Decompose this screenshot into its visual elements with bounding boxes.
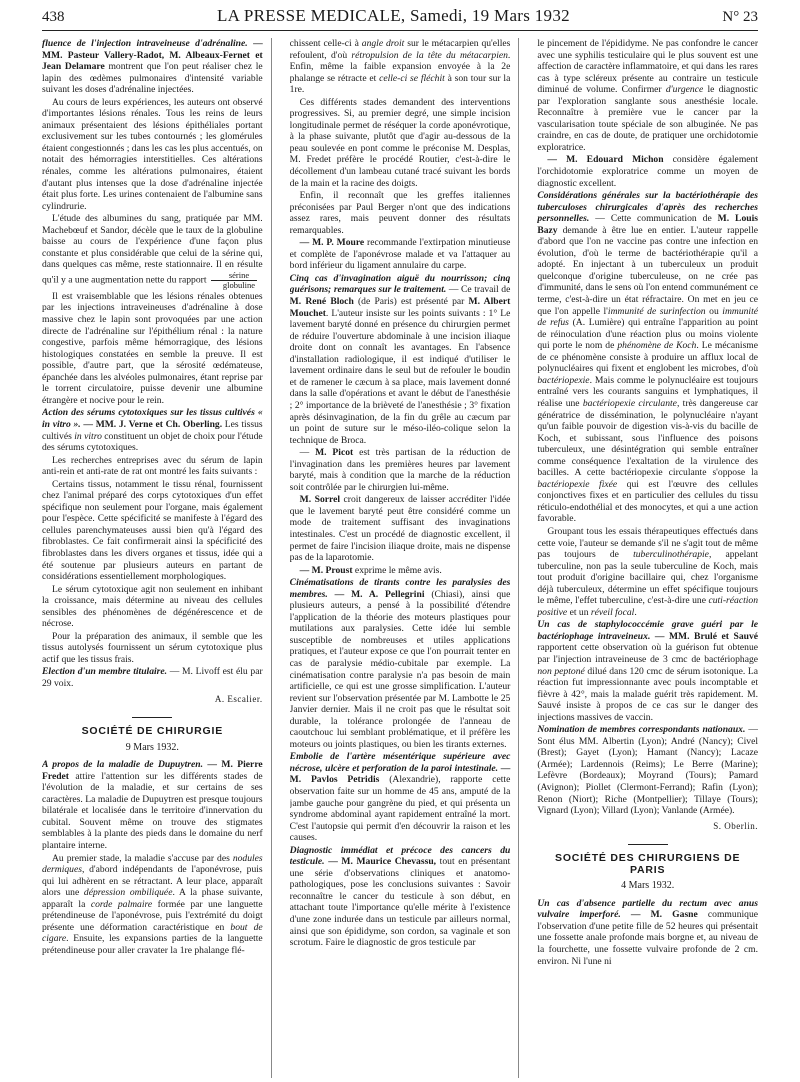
text: à son tour sur la 1re. <box>289 72 511 96</box>
text-italic: in vitro <box>74 430 102 442</box>
paragraph <box>290 38 511 96</box>
section-title: SOCIÉTÉ DES CHIRURGIENS DE PARIS <box>555 852 741 876</box>
authors: — M. Pierre Fredet <box>42 759 263 782</box>
paragraph: Il est vraisemblable que les lésions rénales obtenues par les injections intraveineuses d'adrénaline à dose massive chez le lapin sont provoquées par une action directe de l'adrénaline sur l'épithélium rénal : la nature congestive, parfois même hémorragique, des lésions histologiques constatées en semble la preuve. Il est possible, d'autre part, que la sérosité œdémateuse, épanchée dans les alvéoles pulmonaires, étant reprise par le torrent circulatoire, puisse devenir une albumine étrangère et nocive pour le rein. <box>42 290 263 406</box>
text-italic: bactériopexie fixée <box>537 478 618 490</box>
fraction-denominator: globuline <box>222 279 256 290</box>
text-italic: nodules dermiques <box>42 852 263 876</box>
text: Groupant tous les essais thérapeutiques effectués dans cette voie, l'auteur se demande s'il ne s'agit tout de même pas toujours de <box>537 525 759 561</box>
authors: — MM. J. Verne et Ch. Oberling. <box>83 418 223 430</box>
text: (A. Lumière) qui entraîne l'apparition au point de réinoculation d'une réaction plus ou moins violente qui porte le nom de <box>537 317 759 352</box>
text: . Le mécanisme de ce phénomène consiste à produire un afflux local de polynucléaires qui fixent et englobent les microbes, d'où <box>537 340 759 375</box>
column-1 <box>42 38 272 1078</box>
text: . Ensuite, les expansions parties de la languette prétendineuse pour aller cravater la 1re phalange flé- <box>42 933 263 956</box>
text: constituent un objet de choix pour l'étude des sérums cytotoxiques. <box>42 430 263 454</box>
text-italic: tuberculinothérapie <box>633 549 709 561</box>
text-italic: dépression ombiliquée <box>83 887 173 899</box>
text: rapportent cette observation où la guérison fut obtenue par l'injection intraveineuse de 3 cmc de bactériophage <box>537 642 759 665</box>
text: le diagnostic par l'exploration sanglante sous anesthésie locale. Reconnaître à première vue le cancer par la vascularisation toute spéciale de son albuginée. Ne pas craindre, en cas de doute, de pratiquer une orchidotomie exploratrice. <box>537 84 759 153</box>
text: , d'abord indépendants de l'aponévrose, puis qui lui adhèrent en se rétractant. A leur place, apparaît alors une <box>42 864 263 899</box>
text: considère également l'orchidotomie exploratrice comme un moyen de diagnostic excellent. <box>537 154 759 189</box>
authors: — M. Maurice Chevassu, <box>324 856 437 868</box>
text: — Ce travail de <box>446 284 511 296</box>
column-2 <box>290 38 520 1078</box>
paragraph <box>290 237 511 272</box>
text: . Mais comme le polynucléaire est toujours entraîné vers les courants sanguins et lymphatiques, il réalise une <box>537 374 759 409</box>
paragraph <box>42 213 263 290</box>
journal-title: LA PRESSE MEDICALE, Samedi, 19 Mars 1932 <box>216 6 570 25</box>
paragraph: Pour la préparation des animaux, il semble que les tissus autolysés fournissent un sérum cytotoxique plus actif que les tissus frais. <box>42 630 263 665</box>
authors: — M. Edouard Michon <box>547 154 664 166</box>
paragraph: Enfin, il reconnaît que les greffes italiennes préconisées par Paul Berger n'ont que des indications assez rares, mais peuvent donner des résultats remarquables. <box>289 190 511 236</box>
divider <box>628 844 668 845</box>
text-italic: bactériopexie <box>537 374 590 386</box>
text: L'étude des albumines du sang, pratiquée par MM. Machebœuf et Sandor, décèle que le taux de la globuline baisse au cours de l'expérience d'une façon plus constante et plus considérable que celui de la sérine qui, dans quelques cas même, reste stationnaire. Il en résulte qu'il y a une augmentation nette du rapport <box>42 213 263 286</box>
text-italic: non peptoné <box>537 665 585 677</box>
text-italic: angle droit <box>361 38 405 49</box>
paragraph <box>537 724 758 816</box>
paragraph <box>537 190 758 525</box>
authors: — MM. Brulé et Sauvé <box>650 630 759 642</box>
authors: M. Picot <box>315 447 354 459</box>
article-title: Cinq cas d'invagination aiguë du nourrisson; cinq guérisons; remarques sur le traitement. <box>289 272 511 296</box>
authors: — MM. Pasteur Vallery-Radot, M. Albeaux-Fernet et Jean Delamare <box>42 38 263 73</box>
article-title: Election d'un membre titulaire. <box>42 666 168 678</box>
paragraph: Certains tissus, notamment le tissu rénal, fournissent chez l'animal préparé des corps cytotoxiques d'un effet spécifique non seulement pour l'organe, mais également pour l'espèce. Cette spécificité se manifeste à l'égard des cellules parenchymateuses aussi bien qu'à l'égard des fibroblastes. Ce fait confirmerait ainsi la spécificité des fibroblastes dans les divers organes et tissus, idée qui a été soutenue par plusieurs auteurs en partant de considérations essentiellement morphologiques. <box>42 478 263 583</box>
authors: M. Sorrel <box>299 494 341 506</box>
section-date: 9 Mars 1932. <box>125 741 179 753</box>
text: recommande l'extirpation minutieuse et complète de l'aponévrose malade et va l'attaquer au bord inférieur du ligament annulaire du carpe. <box>289 237 511 272</box>
article-title: Un cas de staphylococcémie grave guéri par le bactériophage intraveineux. <box>537 619 759 642</box>
section-date: 4 Mars 1932. <box>621 880 675 892</box>
text: chissent celle-ci à <box>289 38 362 49</box>
text: qui est l'œuvre des cellules conjonctives fixes et en particulier des cellules du tissu réticulo-endothélial et des monocytes, et qui a une action favorable. <box>537 478 759 525</box>
text-italic: celle-ci se fléchit <box>379 72 445 84</box>
text: (Chiasi), ainsi que plusieurs auteurs, a pensé à la possibilité d'étendre l'application de la théorie des moteurs plastiques pour mutilations aux paralysies. Cette idée lui semble susceptible de nombreuses et utiles applications pratiques, et l'auteur expose ce que l'on pourrait tenter en cas de paralysie médio-cubitale par exemple. La cinématisation contre paralysie n'a pas besoin de main artificielle, ce qui est une grosse simplification. L'auteur revient sur l'observation présentée par M. Lambotte le 25 Janvier dernier. Mais il ne croit pas que le résultat soit durable, la tolérance prolongée de l'anneau de caoutchouc lui semblant problématique, et il préfère les moteurs ou joints plastiques, ou bien les tirants externes. <box>289 588 511 750</box>
paragraph <box>42 407 263 453</box>
text-italic: bactériopexie circulante <box>582 397 677 409</box>
divider <box>132 717 172 718</box>
text: sur le métacarpien qu'elles refoulent, d'où <box>289 38 511 61</box>
text: exprime le même avis. <box>352 564 442 576</box>
text: . <box>634 606 637 618</box>
text-italic: corde palmaire <box>90 898 153 910</box>
text: — M. Livoff est élu par 29 voix. <box>42 666 263 689</box>
columns <box>42 38 758 1078</box>
column-3 <box>537 38 758 1078</box>
article-title: Considérations générales sur la bactériothérapie des tuberculoses chirurgicales d'après des recherches personnelles. <box>537 190 759 225</box>
text: le pincement de l'épididyme. Ne pas confondre le cancer avec une syphilis testiculaire qui le plus souvent est une affection de caractère inflammatoire, et qui dans les rares cas à type scléreux présente au contraire un testicule diminué de volume. Confirmer <box>537 38 759 96</box>
article-title: Embolie de l'artère mésentérique supérieure avec nécrose, ulcère et perforation de la paroi intestinale. <box>289 751 511 774</box>
text-italic: phénomène de Koch <box>617 340 697 352</box>
text: . L'auteur insiste sur les points suivants : 1° Le lavement baryté donné en présence du chirurgien permet de réduire l'ouverture abdominale à une incision iliaque droite dont on connaît les avantages. En l'absence d'installation radiologique, il est indiqué d'utiliser le lavement ordinaire dans le seul but de refouler le boudin et de ramener le cæcum à sa place, mais lavement donné dans la salle d'opérations et avant le début de l'anesthésie ; 2° importance de la brièveté de l'anesthésie ; 3° fixation après désinvagination, de la fin du grêle au cæcum par un point de suture sur le méso-iléo-colique selon la technique de Broca. <box>289 307 511 446</box>
text-italic: réveil focal <box>590 606 635 618</box>
signature: A. Escalier. <box>214 693 263 704</box>
article-title: Diagnostic immédiat et précoce des cancers du testicule. <box>289 844 511 868</box>
text: , très dangereuse car génératrice de dissémination, le polynucléaire n'ayant qu'un faible pouvoir de digestion vis-à-vis du bacille de Koch, et subissant, sous l'influence des poisons tuberculeux, une désintégration qui semble entraîner comme conséquence l'exaltation de la virulence des bacilles. A cette bactériopexie circulante s'oppose la <box>537 397 759 479</box>
text: formée par une languette prétendineuse de l'aponévrose, puis l'extrémité du doigt présente une déformation caractéristique en <box>42 898 263 933</box>
text: et un <box>567 606 591 618</box>
paragraph: Le sérum cytotoxique agit non seulement en inhibant la croissance, mais détermine au niveau des cellules sensibles des phénomènes de dégénérescence et de nécrose. <box>42 583 263 630</box>
article-title: Action des sérums cytotoxiques sur les tissus cultivés « in vitro ». <box>42 407 263 430</box>
text-italic: immunité de refus <box>537 305 759 329</box>
article-title: fluence de l'injection intraveineuse d'adrénaline. <box>42 38 248 49</box>
paragraph <box>290 565 511 577</box>
text: ou <box>705 305 723 317</box>
text: . A la phase suivante, apparaît la <box>42 887 263 910</box>
paragraph <box>290 494 511 563</box>
text: montrent que l'on peut réaliser chez le lapin des œdèmes pulmonaires d'intensité variable suivant les doses d'adrénaline injectées. <box>42 61 263 96</box>
paragraph <box>537 898 758 967</box>
page-number: 438 <box>42 9 65 25</box>
article-title: Un cas d'absence partielle du rectum avec anus vulvaire imperforé. <box>537 897 759 921</box>
text: dilué dans 120 cmc de sérum isotonique. La réaction fut impressionnante avec pouls incomptable et fièvre à 42°, mais la malade guérit très rapidement. M. Sauvé insiste à propos de ce cas sur le danger des injections massives de vaccin. <box>537 665 759 723</box>
text-italic: d'urgence <box>665 84 704 96</box>
authors: M. René Bloch <box>289 296 354 308</box>
paragraph <box>537 154 758 189</box>
section-title: SOCIÉTÉ DE CHIRURGIE <box>81 725 224 738</box>
page-header <box>42 6 758 31</box>
text: demande à être lue en entier. L'auteur rappelle d'abord que l'on ne vaccine pas contre une infection en évolution, d'où le terme de bactériothérapie qu'il a adopté. En injectant à un tuberculeux un produit quelconque d'origine tuberculeuse, on ne crée pas d'immunité, dans le sens où l'on entend communément ce terme, c'est-à-dire un état réfractaire. On met en jeu ce que l'on appelle l' <box>537 224 759 317</box>
paragraph <box>42 666 263 689</box>
text: . Enfin, même la faible expansion envoyée à la 2e phalange se rétracte et <box>289 49 511 84</box>
paragraph <box>290 751 511 843</box>
paragraph <box>537 526 758 618</box>
paragraph <box>42 759 263 851</box>
paragraph <box>537 619 758 723</box>
paragraph <box>537 38 758 153</box>
text: (de Paris) est présenté par <box>353 296 469 308</box>
authors: — M. P. Moure <box>299 237 365 249</box>
paragraph: Ces différents stades demandent des interventions progressives. Si, au premier degré, une simple incision longitudinale permet de réséquer la corde aponévrotique, à la phase suivante, plutôt que d'agir au-dessous de la peau soulevée en pont comme le préconise M. Desplas, M. Fredet préfère le procédé Routier, c'est-à-dire le décollement d'un lambeau cutané tracé suivant les bords de la main et la racine des doigts. <box>289 96 511 189</box>
authors: M. Louis Bazy <box>537 213 758 236</box>
text: croit dangereux de laisser accréditer l'idée que le lavement baryté peut être considéré comme un mode de traitement suffisant des invaginations intestinales. C'est un procédé de diagnostic excellent, il permet de faire l'incision iliaque droite, mais ne dispense pas de la laparotomie. <box>289 494 511 564</box>
text: , appelant tuberculine, non pas la seule tuberculine de Koch, mais tout produit d'origine bacillaire qui, chez l'organisme déjà tuberculeux, détermine un effet spécifique toujours le même, l'effet tuberculine, c'est-à-dire une <box>537 549 759 607</box>
fraction-numerator: sérine <box>211 271 257 281</box>
text: — <box>299 447 316 459</box>
authors: — M. Gasne <box>620 909 698 921</box>
article-title: Cinématisations de tirants contre les paralysies des membres. <box>289 577 511 600</box>
article-title: Nomination de membres correspondants nationaux. <box>537 724 746 736</box>
paragraph: Au cours de leurs expériences, les auteurs ont observé d'importantes lésions rénales. Tous les reins de leurs animaux présentaient des lésions épithéliales portant exclusivement sur les tubes contournés ; les glomérules étaient congestionnés ; dans les cas les plus accentués, on notait des hémorragies interstitielles. Ces altérations rénales, comme les altérations pulmonaires, étaient d'autant plus intenses que la dose d'adrénaline injectée était plus forte. Les urines contenaient de l'albumine sans cylindrurie. <box>42 96 263 212</box>
signature: S. Oberlin. <box>713 820 759 831</box>
text: — Cette communication de <box>589 213 718 225</box>
text: communique l'observation d'une petite fille de 52 heures qui présentait une fossette anale profonde mais borgne et, au niveau de la fourchette, une fossette vulvaire profonde de 2 cm. environ. Ni l'une ni <box>537 909 759 967</box>
text-italic: cuti-réaction positive <box>537 595 759 618</box>
authors: — M. A. Pellegrini <box>327 588 425 600</box>
paragraph <box>42 853 263 957</box>
text: attire l'attention sur les différents stades de l'évolution de la maladie, et sur certains de ses caractères. La maladie de Dupuytren est presque toujours bilatérale et localisée dans le territoire d'innervation du cubital. Souvent même on trouve des stigmates semblables à la plante des pieds dans le domaine du nerf plantaire interne. <box>42 770 263 851</box>
text-italic: immunité de surinfection <box>607 305 706 317</box>
paragraph <box>290 845 511 949</box>
text: — Sont élus MM. Albertin (Lyon); André (Nancy); Civel (Brest); Gayet (Lyon); Hamant (Nancy); Lacaze (Armée); Lardennois (Reims); Le Berre (Marine); Lefèvre (Bordeaux); Moyrand (Tours); Pamard (Avignon); Piollet (Clermont-Ferrand); Rafin (Lyon); Renon (Niort); Riche (Montpellier); Tillaye (Tours); Vignard (Lyon); Villard (Lyon); Vanlande (Armée). <box>537 724 759 817</box>
issue-number: N° 23 <box>722 9 758 25</box>
paragraph <box>42 38 263 96</box>
article-title: A propos de la maladie de Dupuytren. <box>42 759 204 771</box>
text-italic: rétropulsion de la tête du métacarpien <box>351 49 508 61</box>
text: (Alexandrie), rapporte cette observation faite sur un homme de 45 ans, amputé de la jambe gauche pour gangrène du pied, et qui présenta un syndrome abdominal ayant rapidement entraîné la mort. C'est l'autopsie qui permit d'en découvrir la raison et les causes. <box>289 774 511 844</box>
text-italic: bout de cigare <box>42 921 263 945</box>
paragraph <box>290 273 511 446</box>
paragraph: Les recherches entreprises avec du sérum de lapin anti-rein et anti-rate de rat ont montré les faits suivants : <box>42 454 263 478</box>
text: Au premier stade, la maladie s'accuse par des <box>52 852 233 864</box>
paragraph <box>290 577 511 750</box>
authors: — M. Pavlos Petridis <box>289 762 511 786</box>
text: Les tissus cultivés <box>42 418 263 442</box>
fraction <box>211 271 257 290</box>
paragraph <box>290 447 511 493</box>
authors: — M. Proust <box>299 564 353 576</box>
text: tout en présentant une série d'observations cliniques et anatomo-pathologiques, pose les conclusions suivantes : Savoir reconnaître le cancer du testicule à son début, en attachant toute l'importance qu'elle mérite à l'existence d'une zone indurée dans un testicule par ailleurs normal, ainsi que son épididyme, son cordon, sa vaginale et son scrotum. Faire le diagnostic de gros testicule par <box>289 856 511 949</box>
authors: M. Albert Mouchet <box>289 296 511 319</box>
text: est très partisan de la réduction de l'invagination dans les premières heures par lavement baryté, mais à condition que la marche de la réduction soit contrôlée par le chirurgien lui-même. <box>289 447 511 493</box>
